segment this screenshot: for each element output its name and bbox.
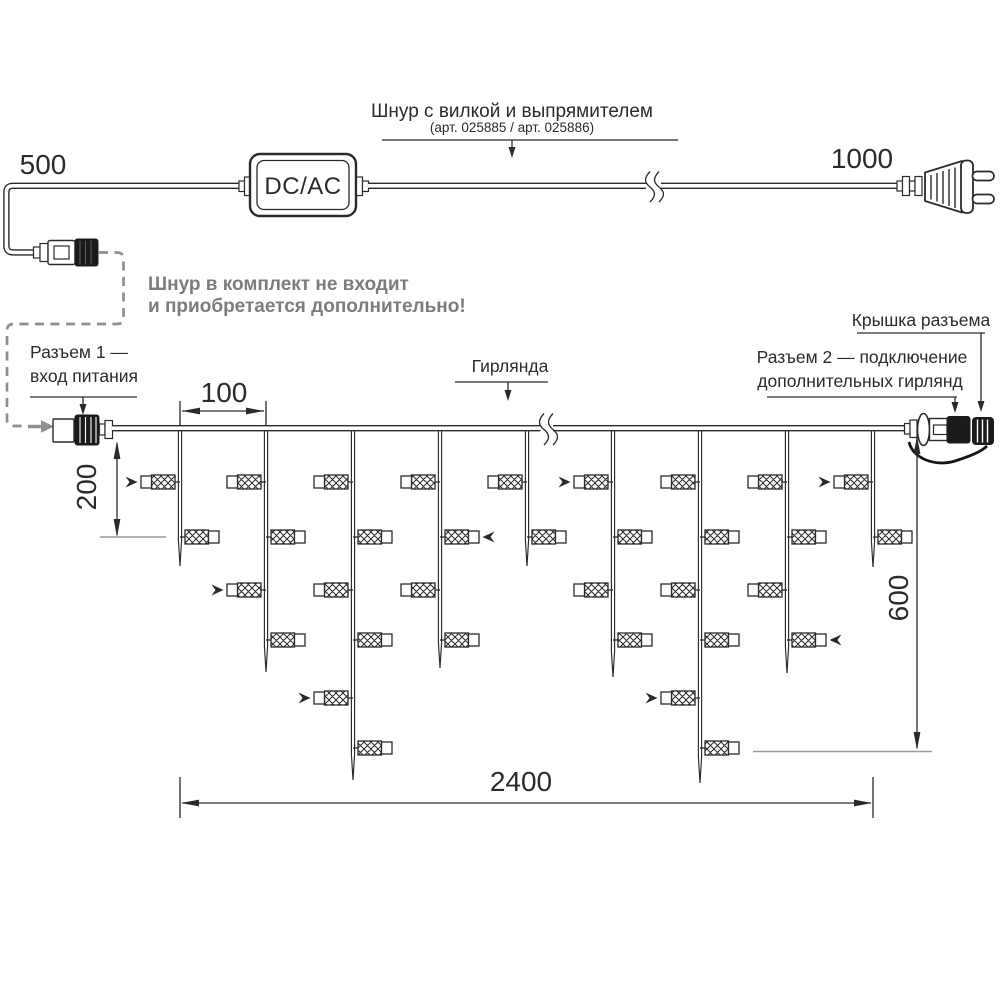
bulb-cap [642,531,653,543]
cord-connector [34,239,99,267]
bulb-cap [295,634,306,646]
cord-break-symbol [646,172,664,203]
bulb-cap [382,531,393,543]
bulb-cap [661,584,672,596]
connector-cap [972,417,994,445]
power-plug [897,161,994,214]
bulb-body [499,475,523,489]
bulb-direction-arrow-icon [299,693,311,704]
bulb-cap [382,634,393,646]
bulb-body [792,530,816,544]
bulb-body [792,633,816,647]
dim-2400-block [180,766,873,818]
bulb-body [325,691,349,705]
strand-wire [180,431,182,566]
bulb-body [618,633,642,647]
bulb-body [325,583,349,597]
leader-arrow-icon [80,404,87,415]
bulb-body [705,633,729,647]
bulb-direction-arrow-icon [559,477,571,488]
connector2-label-block [757,347,968,413]
bulb-cap [488,476,499,488]
bulb-body [878,530,902,544]
leader-arrow-icon [509,147,516,158]
cap-label: Крышка разъема [851,310,991,330]
bulb-cap [902,531,913,543]
strand-wire [700,431,702,783]
bulb-cap [401,476,412,488]
bulb-direction-arrow-icon [483,532,495,543]
strand-wire [611,431,613,677]
bulb-cap [314,476,325,488]
strand-wire [698,431,700,783]
bulb-body [325,475,349,489]
dim-1000: 1000 [830,143,894,174]
bulb-body [358,530,382,544]
bulb-body [672,583,696,597]
bulb-cap [469,531,480,543]
not-included-note [148,274,466,317]
plug-prong [973,195,995,204]
strand-wire [266,431,268,672]
connector1-label-block [30,342,138,415]
connector2-label-2: дополнительных гирлянд [757,371,963,391]
cord-left-wire [6,186,239,253]
cord-right-wire [368,172,897,203]
note-line1: Шнур в комплект не входит [148,274,409,295]
strand-wire [527,431,529,566]
leader-arrow-icon [978,401,985,412]
strand-wire [440,431,442,668]
bulb-body [705,741,729,755]
bulb-body [185,530,209,544]
bulb-cap [314,584,325,596]
bulb-body [672,691,696,705]
bulb-direction-arrow-icon [819,477,831,488]
strand-wire [873,431,875,567]
cord-title: Шнур с вилкой и выпрямителем [371,101,653,122]
bulb-body [271,530,295,544]
cap-strap [909,442,987,463]
garland-label: Гирлянда [471,356,549,376]
connector-1 [53,415,113,446]
bulb-cap [295,531,306,543]
strand-wire [351,431,353,780]
gray-arrow-icon [28,420,54,432]
dim-600: 600 [883,574,914,622]
bulb-cap [141,476,152,488]
bulb-cap [227,476,238,488]
bulb-cap [574,476,585,488]
bulb-cap [227,584,238,596]
bulb-body [238,583,262,597]
dim-2400: 2400 [489,766,553,797]
note-line2: и приобретается дополнительно! [148,296,466,317]
strand-wire [525,431,527,566]
bulb-direction-arrow-icon [830,635,842,646]
leader-arrow-icon [952,402,959,413]
strand-wire [264,431,266,672]
bulb-body [585,475,609,489]
bulb-cap [556,531,567,543]
bulb-cap [401,584,412,596]
strand-wire [787,431,789,673]
dim-100-block [180,377,266,426]
bulb-cap [661,692,672,704]
connector2-label-1: Разъем 2 — подключение [756,347,968,367]
bulb-direction-arrow-icon [646,693,658,704]
dim-100: 100 [200,377,248,408]
garland-diagram [30,310,994,818]
bulb-cap [748,584,759,596]
bulb-direction-arrow-icon [126,477,138,488]
bulb-cap [729,531,740,543]
bulb-cap [574,584,585,596]
bulb-body [358,741,382,755]
bulb-direction-arrow-icon [212,585,224,596]
strand-wire [178,431,180,566]
strand-wire [353,431,355,780]
cord-subtitle: (арт. 025885 / арт. 025886) [429,120,595,135]
bulb-cap [816,634,827,646]
bulb-cap [642,634,653,646]
bulb-body [412,475,436,489]
bulb-cap [382,742,393,754]
dcac-converter-box [239,154,369,216]
bulb-body [445,633,469,647]
bulb-body [532,530,556,544]
bulb-body [152,475,176,489]
bulb-cap [816,531,827,543]
bulb-cap [209,531,220,543]
bulb-body [845,475,869,489]
bulb-body [618,530,642,544]
bulb-body [445,530,469,544]
bulb-body [759,583,783,597]
dcac-label: DC/AC [264,173,342,200]
cord-title-block [371,101,678,158]
strand-wire [438,431,440,668]
bulb-body [238,475,262,489]
bulb-body [358,633,382,647]
bulb-cap [729,634,740,646]
bulb-body [705,530,729,544]
bulb-body [412,583,436,597]
bulb-body [759,475,783,489]
connector1-label-2: вход питания [30,366,138,386]
strand-wire [785,431,787,673]
bulb-cap [469,634,480,646]
bulb-cap [748,476,759,488]
bulb-cap [314,692,325,704]
bulb-body [672,475,696,489]
strand-layer [126,431,913,783]
strand-wire [871,431,873,567]
bulb-body [271,633,295,647]
leader-arrow-icon [505,390,512,401]
dim-200: 200 [71,463,102,511]
garland-main-wire [112,414,905,446]
garland-label-block [455,356,549,401]
connector1-label-1: Разъем 1 — [30,342,128,362]
bulb-cap [729,742,740,754]
dim-500: 500 [19,149,67,180]
bulb-cap [661,476,672,488]
plug-prong [973,172,995,181]
bulb-cap [834,476,845,488]
bulb-body [585,583,609,597]
